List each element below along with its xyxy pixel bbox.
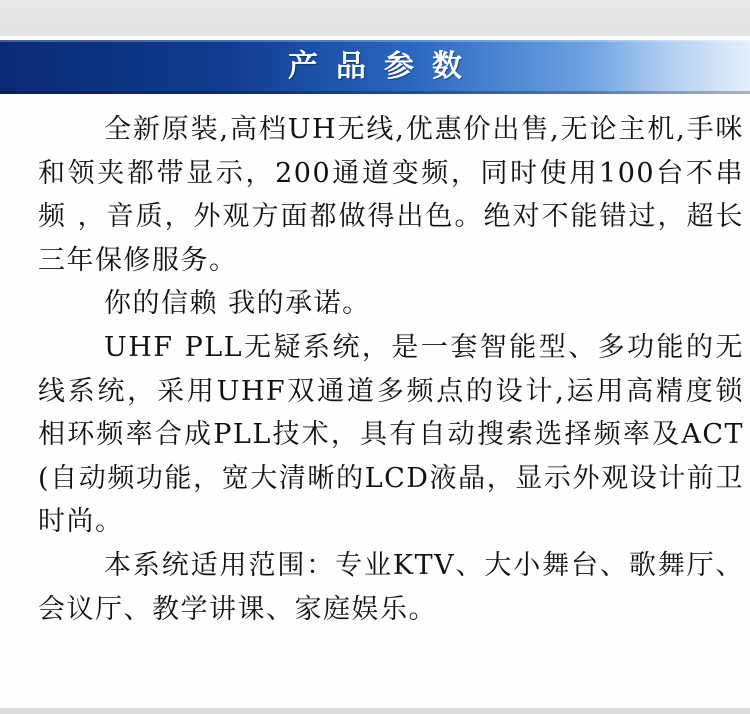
product-description — [38, 108, 744, 631]
paragraph-system: UHF PLL无疑系统，是一套智能型、多功能的无线系统，采用UHF双通道多频点的设计,运用高精度锁相环频率合成PLL技术，具有自动搜索选择频率及ACT (自动频功能，宽大清晰的LCD液晶，显示外观设计前卫时尚。 — [38, 331, 744, 538]
paragraph-scope: 本系统适用范围：专业KTV、大小舞台、歌舞厅、会议厅、教学讲课、家庭娱乐。 — [38, 549, 744, 625]
paragraph-promise: 你的信赖 我的承诺。 — [104, 288, 371, 320]
header-banner — [0, 40, 750, 94]
page-title: 产品参数 — [288, 49, 480, 84]
paragraph-intro: 全新原装,高档UH无线,优惠价出售,无论主机,手咪和领夹都带显示，200通道变频，同时使用100台不串频 ，音质，外观方面都做得出色。绝对不能错过，超长三年保修服务。 — [38, 114, 744, 276]
